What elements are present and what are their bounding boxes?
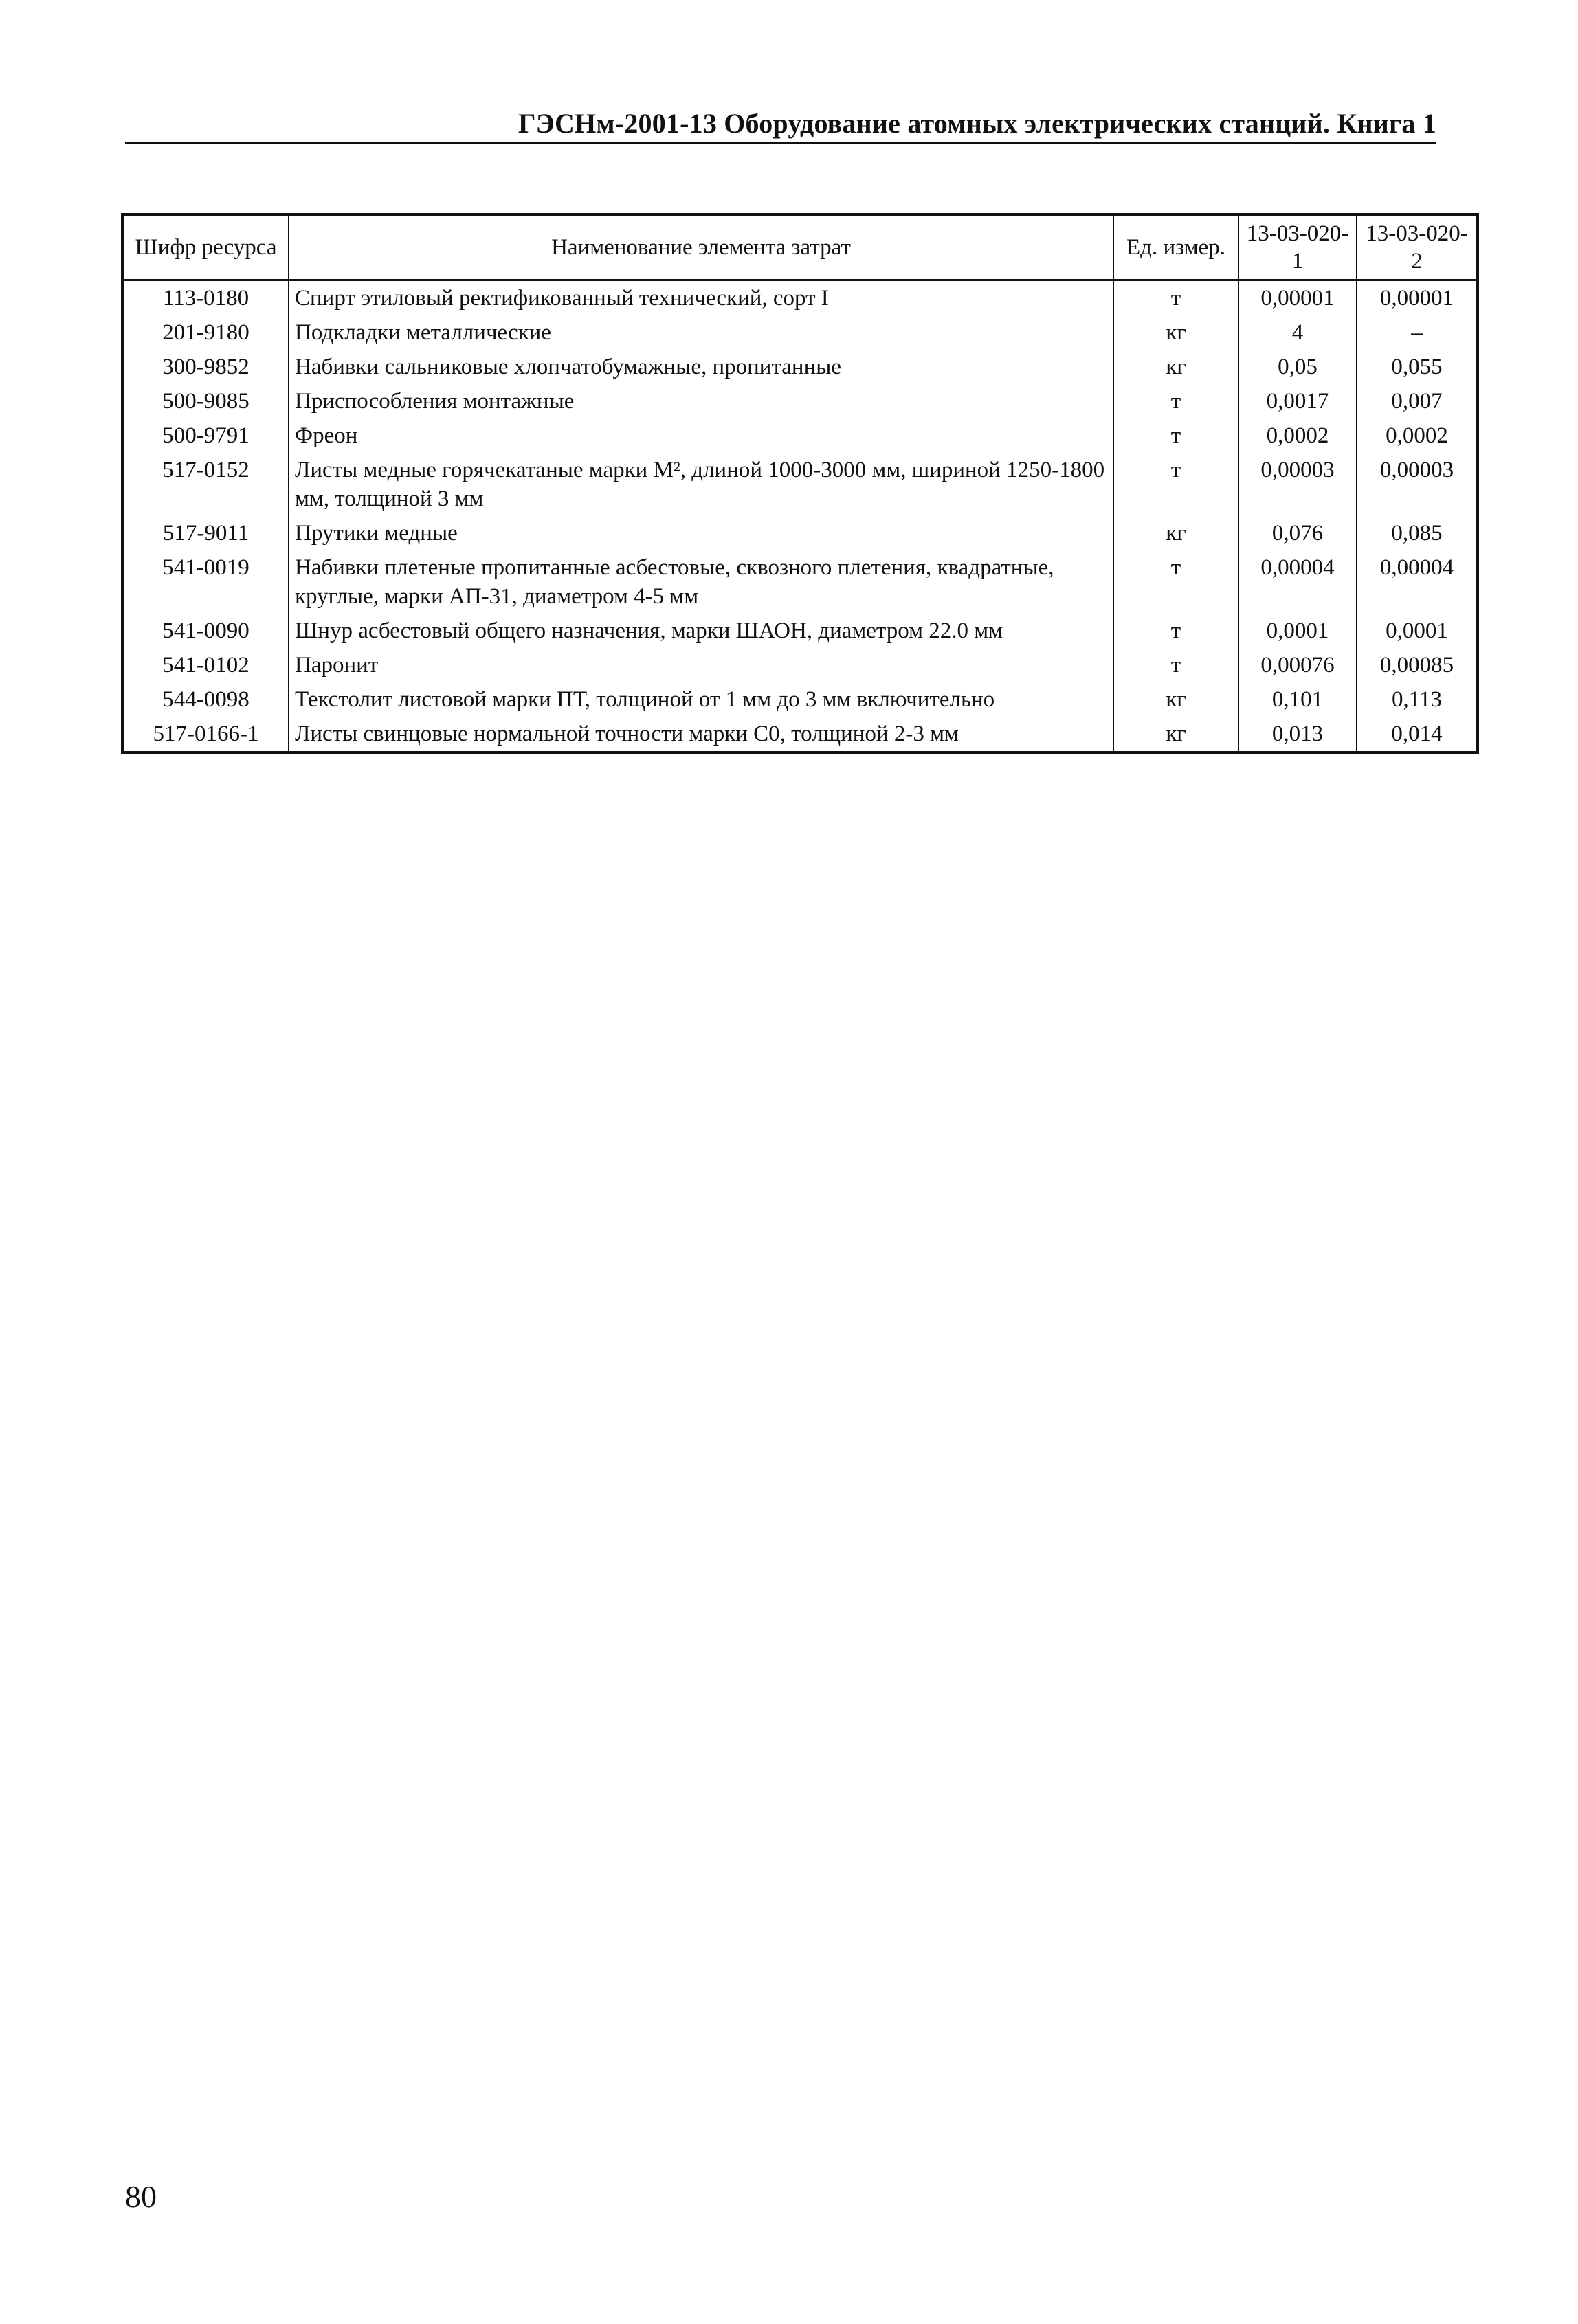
cell-unit: т	[1113, 280, 1238, 316]
cell-resource-name: Спирт этиловый ректификованный технический, сорт I	[289, 280, 1113, 316]
cell-unit: кг	[1113, 717, 1238, 752]
cell-resource-name: Шнур асбестовый общего назначения, марки ШАОН, диаметром 22.0 мм	[289, 614, 1113, 648]
cell-resource-code: 541-0090	[122, 614, 289, 648]
table-row	[122, 280, 1478, 316]
cell-unit: кг	[1113, 315, 1238, 350]
cell-resource-code: 300-9852	[122, 350, 289, 384]
cell-value-13-03-020-2: 0,113	[1357, 682, 1478, 717]
cell-value-13-03-020-2: 0,00003	[1357, 453, 1478, 516]
cell-resource-code: 544-0098	[122, 682, 289, 717]
cell-value-13-03-020-2: 0,007	[1357, 384, 1478, 418]
cell-resource-code: 517-0166-1	[122, 717, 289, 752]
cell-value-13-03-020-1: 0,0001	[1238, 614, 1357, 648]
table-row	[122, 550, 1478, 614]
table-row	[122, 682, 1478, 717]
cell-unit: т	[1113, 418, 1238, 453]
cell-resource-code: 541-0019	[122, 550, 289, 614]
cell-value-13-03-020-1: 0,0002	[1238, 418, 1357, 453]
cell-resource-code: 500-9085	[122, 384, 289, 418]
cell-value-13-03-020-2: 0,055	[1357, 350, 1478, 384]
cell-unit: т	[1113, 453, 1238, 516]
running-header	[125, 103, 1436, 144]
cell-unit: кг	[1113, 516, 1238, 550]
table-header-row	[122, 214, 1478, 280]
cell-value-13-03-020-2: 0,00001	[1357, 280, 1478, 316]
column-header-code: Шифр ресурса	[122, 214, 289, 280]
cell-value-13-03-020-1: 4	[1238, 315, 1357, 350]
table-row	[122, 315, 1478, 350]
column-header-unit: Ед. измер.	[1113, 214, 1238, 280]
column-header-name: Наименование элемента затрат	[289, 214, 1113, 280]
page-number: 80	[125, 2179, 157, 2214]
table-row	[122, 516, 1478, 550]
cell-resource-name: Паронит	[289, 648, 1113, 682]
cell-resource-code: 517-9011	[122, 516, 289, 550]
cell-value-13-03-020-1: 0,101	[1238, 682, 1357, 717]
table-row	[122, 648, 1478, 682]
cell-resource-name: Текстолит листовой марки ПТ, толщиной от 1 мм до 3 мм включительно	[289, 682, 1113, 717]
column-header-13-03-020-1: 13-03-020-1	[1238, 214, 1357, 280]
cell-value-13-03-020-2: 0,085	[1357, 516, 1478, 550]
cell-unit: т	[1113, 648, 1238, 682]
cell-unit: т	[1113, 550, 1238, 614]
cell-unit: кг	[1113, 350, 1238, 384]
cell-value-13-03-020-1: 0,00076	[1238, 648, 1357, 682]
resource-table	[121, 213, 1479, 754]
table-row	[122, 418, 1478, 453]
cell-resource-name: Подкладки металлические	[289, 315, 1113, 350]
cell-value-13-03-020-1: 0,00003	[1238, 453, 1357, 516]
cell-resource-code: 201-9180	[122, 315, 289, 350]
cell-resource-name: Набивки сальниковые хлопчатобумажные, пропитанные	[289, 350, 1113, 384]
cell-value-13-03-020-2: –	[1357, 315, 1478, 350]
cell-resource-code: 500-9791	[122, 418, 289, 453]
cell-value-13-03-020-1: 0,00004	[1238, 550, 1357, 614]
cell-value-13-03-020-1: 0,05	[1238, 350, 1357, 384]
cell-value-13-03-020-2: 0,0001	[1357, 614, 1478, 648]
table-row	[122, 350, 1478, 384]
table-row	[122, 614, 1478, 648]
cell-unit: т	[1113, 614, 1238, 648]
header-title: ГЭСНм-2001-13 Оборудование атомных электрических станций. Книга 1	[518, 108, 1436, 139]
cell-value-13-03-020-1: 0,076	[1238, 516, 1357, 550]
cell-resource-name: Фреон	[289, 418, 1113, 453]
cell-resource-name: Прутики медные	[289, 516, 1113, 550]
column-header-13-03-020-2: 13-03-020-2	[1357, 214, 1478, 280]
cell-resource-name: Приспособления монтажные	[289, 384, 1113, 418]
cell-value-13-03-020-2: 0,014	[1357, 717, 1478, 752]
table-row	[122, 717, 1478, 752]
cell-resource-name: Листы медные горячекатаные марки М², длиной 1000-3000 мм, шириной 1250-1800 мм, толщиной 3 мм	[289, 453, 1113, 516]
cell-unit: кг	[1113, 682, 1238, 717]
cell-value-13-03-020-2: 0,00004	[1357, 550, 1478, 614]
cell-value-13-03-020-2: 0,0002	[1357, 418, 1478, 453]
cell-resource-name: Набивки плетеные пропитанные асбестовые, сквозного плетения, квадратные, круглые, марки АП-31, диаметром 4-5 мм	[289, 550, 1113, 614]
table-body	[122, 280, 1478, 753]
cell-value-13-03-020-1: 0,0017	[1238, 384, 1357, 418]
cell-value-13-03-020-1: 0,00001	[1238, 280, 1357, 316]
cell-value-13-03-020-2: 0,00085	[1357, 648, 1478, 682]
cell-resource-code: 113-0180	[122, 280, 289, 316]
table-row	[122, 384, 1478, 418]
cell-unit: т	[1113, 384, 1238, 418]
cell-resource-name: Листы свинцовые нормальной точности марки С0, толщиной 2-3 мм	[289, 717, 1113, 752]
table-row	[122, 453, 1478, 516]
cell-resource-code: 541-0102	[122, 648, 289, 682]
cell-resource-code: 517-0152	[122, 453, 289, 516]
cell-value-13-03-020-1: 0,013	[1238, 717, 1357, 752]
